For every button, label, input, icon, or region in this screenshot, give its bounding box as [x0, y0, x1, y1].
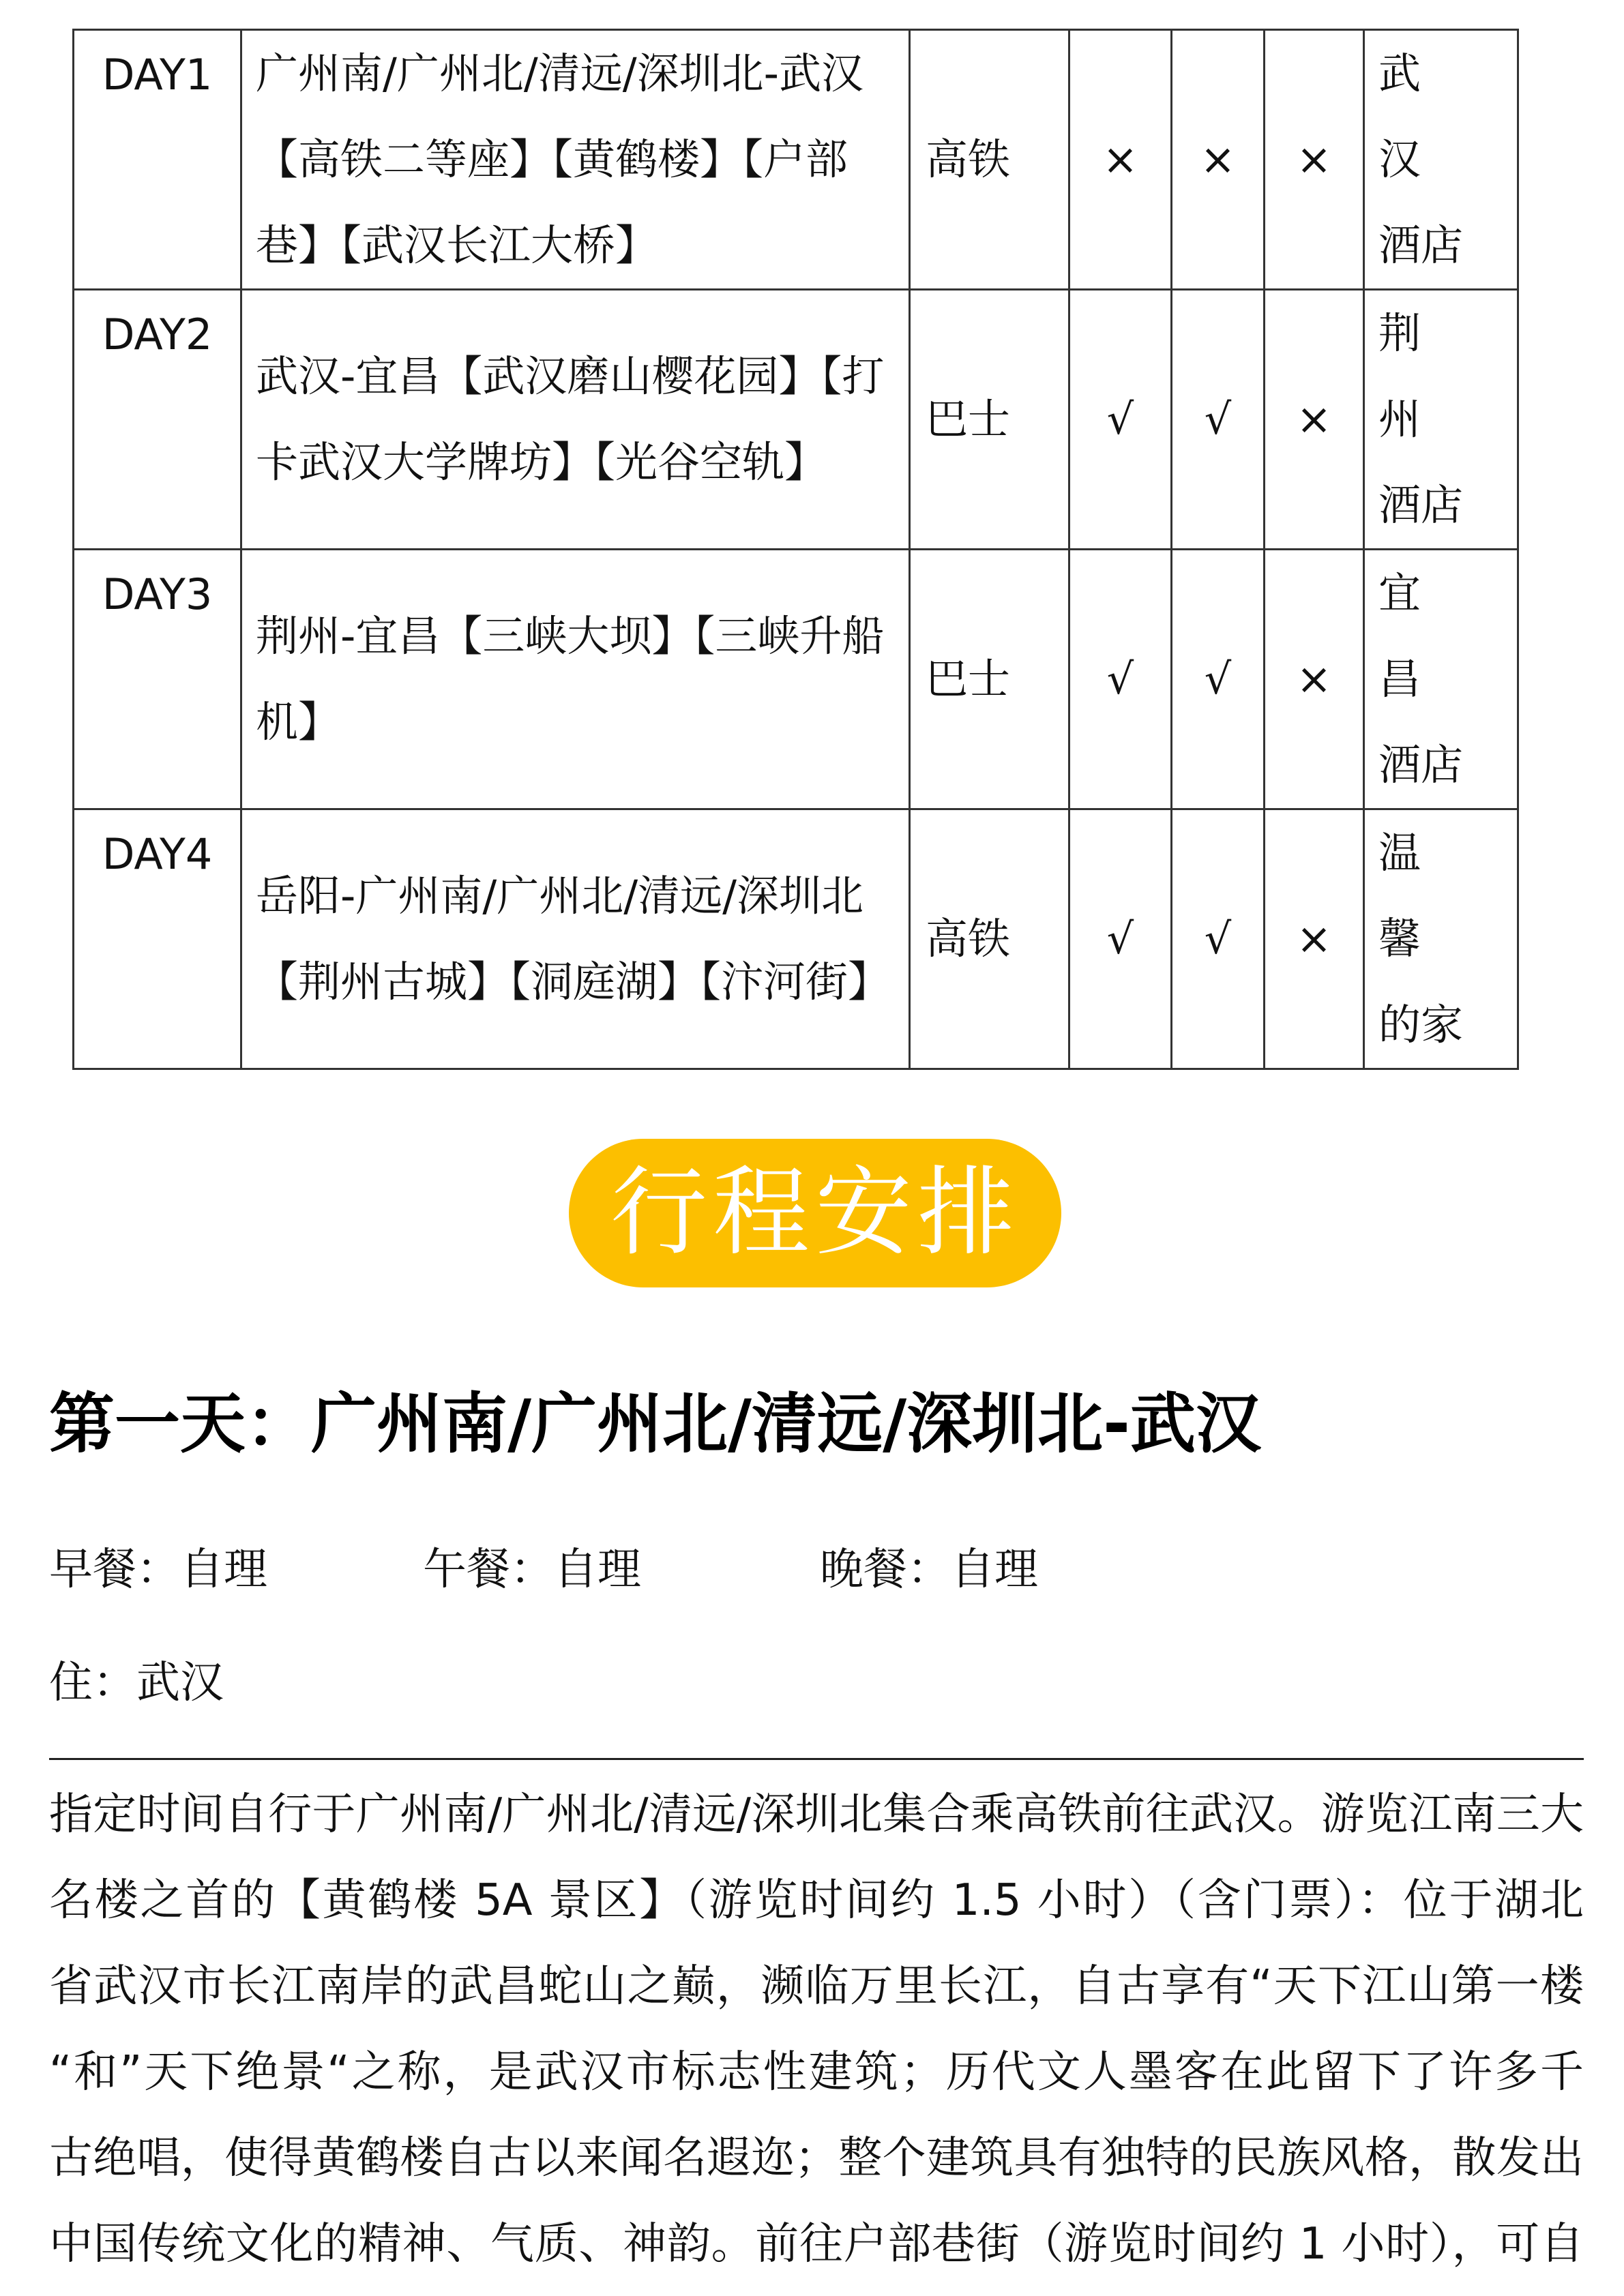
route-cell: 荆州-宜昌【三峡大坝】【三峡升船机】: [241, 550, 910, 809]
schedule-banner: 行程安排: [569, 1139, 1061, 1287]
transport-cell: 巴士: [910, 550, 1069, 809]
itinerary-row-day4: [74, 809, 1518, 1069]
hotel-cell: [1364, 30, 1518, 290]
hotel-cell: [1364, 809, 1518, 1069]
hotel-line: 荆 州: [1378, 308, 1464, 444]
lunch-cell: √: [1172, 809, 1265, 1069]
hotel-line: 武 汉: [1378, 48, 1464, 184]
transport-cell: 高铁: [910, 809, 1069, 1069]
day1-title: 第一天：广州南/广州北/清远/深圳北-武汉: [49, 1386, 1262, 1462]
hotel-line: 的家: [1378, 1000, 1464, 1049]
route-cell: 广州南/广州北/清远/深圳北-武汉【高铁二等座】【黄鹤楼】【户部巷】【武汉长江大桥】: [241, 30, 910, 290]
dinner-info: 晚餐：自理: [820, 1545, 1038, 1595]
breakfast-cell: √: [1069, 290, 1172, 550]
day-cell: DAY2: [74, 290, 241, 550]
lunch-cell: √: [1172, 550, 1265, 809]
day1-description: [49, 1772, 1584, 2287]
hotel-cell: [1364, 550, 1518, 809]
hotel-line: 温 馨: [1378, 828, 1464, 964]
hotel-line: 酒店: [1378, 740, 1464, 790]
description-line: “和”天下绝景“之称，是武汉市标志性建筑；历代文人墨客在此留下了许多千: [49, 2047, 1584, 2098]
hotel-line: 酒店: [1378, 480, 1464, 530]
dinner-cell: ×: [1265, 30, 1364, 290]
section-divider: [49, 1758, 1584, 1760]
lunch-cell: √: [1172, 290, 1265, 550]
breakfast-cell: √: [1069, 550, 1172, 809]
description-line: 名楼之首的【黄鹤楼 5A 景区】（游览时间约 1.5 小时）（含门票）：位于湖北: [49, 1875, 1584, 1926]
description-line: 指定时间自行于广州南/广州北/清远/深圳北集合乘高铁前往武汉。游览江南三大: [49, 1789, 1584, 1840]
breakfast-cell: √: [1069, 809, 1172, 1069]
dinner-cell: ×: [1265, 809, 1364, 1069]
itinerary-row-day3: [74, 550, 1518, 809]
itinerary-row-day2: [74, 290, 1518, 550]
day-cell: DAY1: [74, 30, 241, 290]
dinner-cell: ×: [1265, 290, 1364, 550]
day-cell: DAY3: [74, 550, 241, 809]
breakfast-cell: ×: [1069, 30, 1172, 290]
itinerary-row-day1: [74, 30, 1518, 290]
transport-cell: 巴士: [910, 290, 1069, 550]
description-line: 中国传统文化的精神、气质、神韵。前往户部巷街（游览时间约 1 小时），可自: [49, 2219, 1584, 2269]
hotel-cell: [1364, 290, 1518, 550]
description-line: 省武汉市长江南岸的武昌蛇山之巅，濒临万里长江，自古享有“天下江山第一楼: [49, 1961, 1584, 2012]
day1-stay: 住：武汉: [49, 1658, 224, 1708]
lunch-cell: ×: [1172, 30, 1265, 290]
route-cell: 武汉-宜昌【武汉磨山樱花园】【打卡武汉大学牌坊】【光谷空轨】: [241, 290, 910, 550]
day-cell: DAY4: [74, 809, 241, 1069]
breakfast-info: 早餐：自理: [49, 1545, 267, 1595]
hotel-line: 酒店: [1378, 220, 1464, 270]
dinner-cell: ×: [1265, 550, 1364, 809]
route-cell: 岳阳-广州南/广州北/清远/深圳北【荆州古城】【洞庭湖】【汴河街】: [241, 809, 910, 1069]
transport-cell: 高铁: [910, 30, 1069, 290]
description-line: 古绝唱，使得黄鹤楼自古以来闻名遐迩；整个建筑具有独特的民族风格，散发出: [49, 2133, 1584, 2183]
lunch-info: 午餐：自理: [423, 1545, 641, 1595]
hotel-line: 宜 昌: [1378, 568, 1464, 704]
itinerary-table: [72, 29, 1519, 1070]
